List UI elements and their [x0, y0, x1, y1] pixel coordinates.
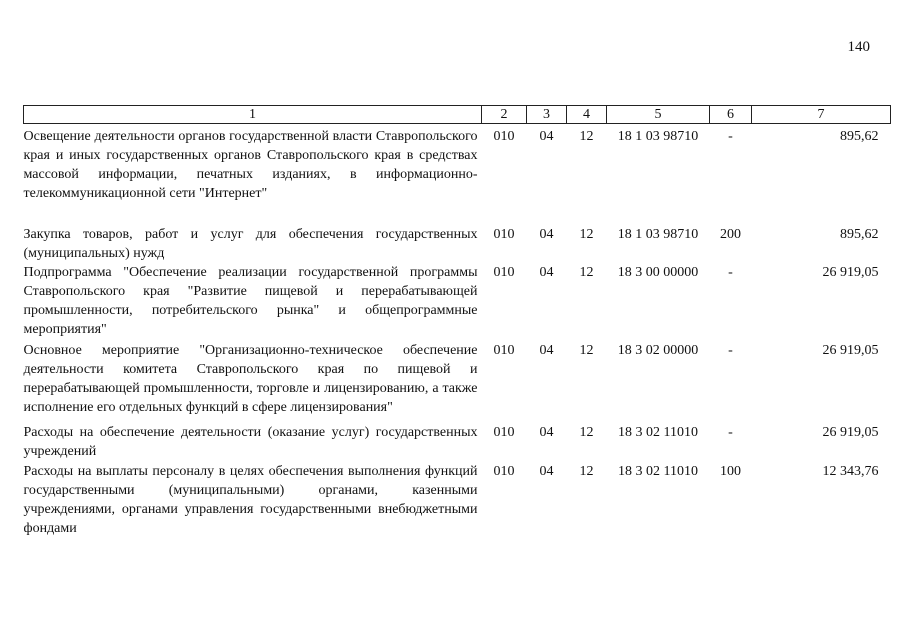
page-number: 140 [847, 39, 870, 55]
row-description: Расходы на выплаты персоналу в целях обеспечения выполнения функций государственными (муниципальными) органами, казенными учреждениями, органами управления государственными внебюджетными фондами [23, 463, 478, 536]
column-header-description: 1 [24, 106, 482, 124]
row-subsection-code: 12 [579, 264, 594, 280]
column-header-section: 3 [527, 106, 567, 124]
budget-table [23, 105, 891, 542]
row-description: Закупка товаров, работ и услуг для обеспечения государственных (муниципальных) нужд [23, 226, 478, 261]
row-amount: 26 919,05 [822, 264, 879, 280]
row-subsection-code: 12 [579, 129, 594, 144]
row-target-article: 18 3 00 00000 [617, 264, 699, 280]
row-section-code: 04 [539, 129, 554, 144]
column-header-target-article: 5 [607, 106, 710, 124]
row-section-code: 04 [539, 463, 554, 479]
row-subsection-code: 12 [579, 342, 594, 358]
row-section-code: 04 [539, 264, 554, 280]
row-description: Расходы на обеспечение деятельности (оказание услуг) государственных учреждений [23, 424, 478, 459]
table-header-row [24, 106, 891, 124]
row-section-code: 04 [539, 424, 554, 440]
row-subsection-code: 12 [579, 226, 594, 242]
row-ministry-code: 010 [493, 129, 515, 144]
table-row [24, 263, 891, 341]
row-expense-type: - [728, 264, 733, 280]
row-amount: 895,62 [840, 226, 879, 242]
table-row [24, 423, 891, 462]
row-description: Основное мероприятие "Организационно-техническое обеспечение деятельности комитета Ставропольского края по пищевой и перерабатывающей промышленности, торговле и лицензированию, а также исполнение его отдельных функций в сфере лицензирования" [23, 342, 478, 415]
row-ministry-code: 010 [493, 264, 515, 280]
row-subsection-code: 12 [579, 424, 594, 440]
row-target-article: 18 1 03 98710 [617, 129, 699, 144]
column-header-subsection: 4 [567, 106, 607, 124]
table-row [24, 341, 891, 423]
row-expense-type: 100 [720, 463, 741, 479]
row-description: Освещение деятельности органов государственной власти Ставропольского края и иных государственных органов Ставропольского края в средствах массовой информации, печатных изданиях, в информационно-телекоммуникационной сети "Интернет" [23, 129, 478, 201]
row-ministry-code: 010 [493, 342, 515, 358]
row-expense-type: - [728, 342, 733, 358]
row-ministry-code: 010 [493, 226, 515, 242]
table-row [24, 124, 891, 225]
row-ministry-code: 010 [493, 463, 515, 479]
row-section-code: 04 [539, 342, 554, 358]
row-amount: 26 919,05 [822, 424, 879, 440]
row-amount: 26 919,05 [822, 342, 879, 358]
column-header-ministry: 2 [482, 106, 527, 124]
table-row [24, 225, 891, 263]
row-target-article: 18 3 02 11010 [618, 463, 698, 479]
row-ministry-code: 010 [493, 424, 515, 440]
row-section-code: 04 [539, 226, 554, 242]
row-target-article: 18 1 03 98710 [617, 226, 699, 242]
column-header-expense-type: 6 [710, 106, 752, 124]
row-target-article: 18 3 02 11010 [618, 424, 698, 440]
row-expense-type: 200 [720, 226, 741, 242]
row-expense-type: - [728, 129, 733, 144]
row-expense-type: - [728, 424, 733, 440]
row-amount: 12 343,76 [822, 463, 879, 479]
row-amount: 895,62 [840, 129, 879, 144]
table-row [24, 462, 891, 542]
column-header-amount: 7 [752, 106, 891, 124]
row-target-article: 18 3 02 00000 [617, 342, 699, 358]
row-description: Подпрограмма "Обеспечение реализации государственной программы Ставропольского края "Развитие пищевой и перерабатывающей промышленности, потребительского рынка" и общепрограммные мероприятия" [23, 264, 478, 337]
row-subsection-code: 12 [579, 463, 594, 479]
